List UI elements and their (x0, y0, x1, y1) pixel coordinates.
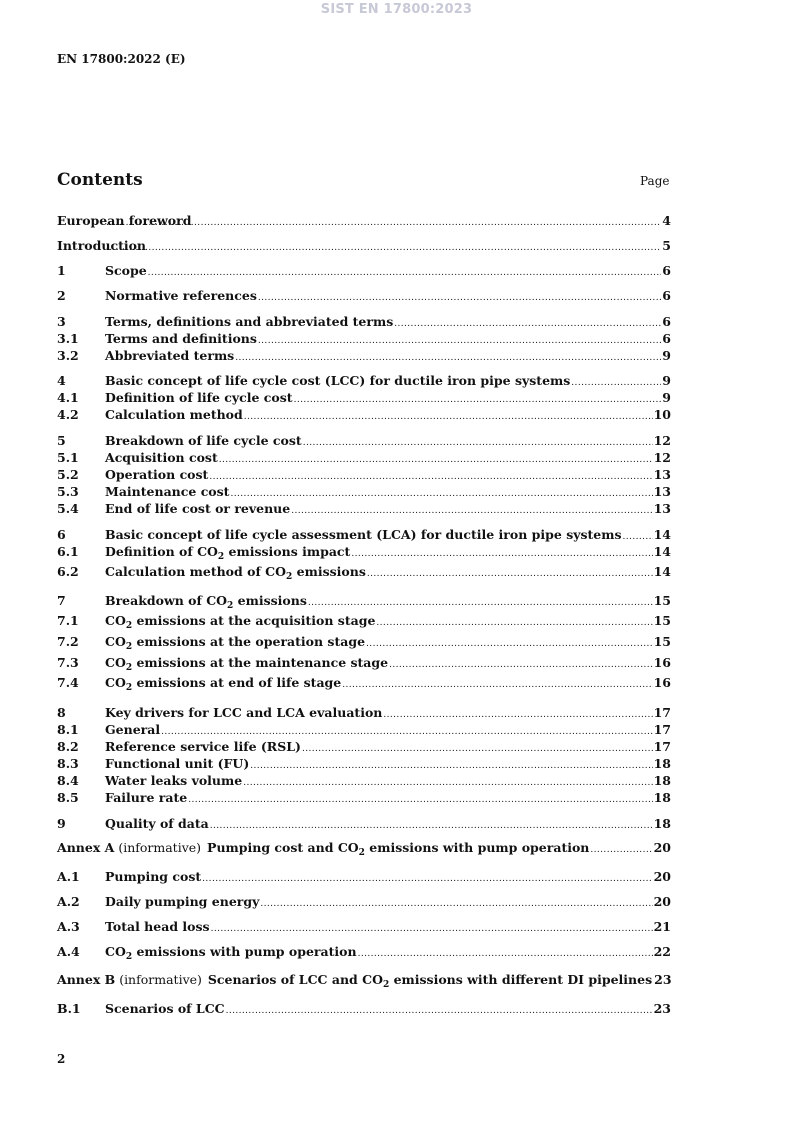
toc-dot-leader (211, 924, 653, 934)
toc-dot-leader (302, 744, 653, 754)
toc-entry[interactable] (57, 790, 671, 807)
toc-dot-leader (389, 660, 652, 670)
toc-page-number: 17 (653, 739, 671, 754)
toc-title-subscript: 2 (227, 601, 234, 611)
toc-entry[interactable] (57, 213, 671, 230)
toc-page-number: 12 (653, 433, 671, 448)
toc-entry-title: General (105, 722, 161, 737)
toc-entry-number: 8.4 (57, 773, 79, 788)
toc-entry-title (105, 655, 389, 673)
toc-title-text: CO (105, 613, 126, 628)
toc-title-text: emissions (292, 564, 366, 579)
toc-page-number: 14 (653, 527, 671, 542)
toc-page-number: 12 (653, 450, 671, 465)
toc-dot-leader (383, 710, 652, 720)
toc-dot-leader (291, 506, 652, 516)
toc-entry-title: Key drivers for LCC and LCA evaluation (105, 705, 383, 720)
toc-title-subscript: 2 (286, 572, 293, 582)
toc-dot-leader (202, 874, 652, 884)
toc-page-number: 5 (662, 238, 671, 253)
toc-entry-number: 4.1 (57, 390, 79, 405)
toc-entry-title: Quality of data (105, 816, 209, 831)
toc-entry[interactable] (57, 722, 671, 739)
toc-entry-number: 5.4 (57, 501, 79, 516)
toc-entry-number: European foreword (57, 213, 192, 228)
toc-entry-number: 9 (57, 816, 66, 831)
toc-dot-leader (366, 639, 653, 649)
toc-page-number: 9 (662, 373, 671, 388)
toc-entry-number: 7.1 (57, 613, 79, 628)
toc-entry-number: 1 (57, 263, 66, 278)
toc-title-subscript: 2 (125, 663, 133, 673)
toc-entry-title: Scenarios of LCC (105, 1001, 225, 1016)
toc-entry-title: Definition of life cycle cost (105, 390, 293, 405)
toc-entry[interactable] (57, 894, 671, 911)
toc-page-number: 20 (653, 869, 671, 884)
toc-entry[interactable] (57, 314, 671, 331)
toc-entry[interactable] (57, 450, 671, 467)
toc-dot-leader (623, 532, 653, 542)
toc-title-text: emissions with pump operation (132, 944, 357, 959)
toc-entry[interactable] (57, 869, 671, 886)
toc-page-number: 6 (662, 331, 671, 346)
toc-entry-number: 5.3 (57, 484, 79, 499)
toc-page-number: 17 (653, 705, 671, 720)
toc-entry-title (207, 840, 590, 858)
toc-page-number: 4 (662, 213, 671, 228)
toc-page-number: 6 (662, 314, 671, 329)
toc-entry-title: Scope (105, 263, 147, 278)
toc-entry-title: Total head loss (105, 919, 210, 934)
toc-annex-entry[interactable] (57, 840, 671, 857)
toc-dot-leader (308, 598, 653, 608)
toc-annex-label: Annex A (57, 840, 115, 855)
toc-entry-number: 3.1 (57, 331, 79, 346)
toc-entry-title: Acquisition cost (105, 450, 218, 465)
toc-entry[interactable] (57, 527, 671, 544)
footer-page-number: 2 (57, 1052, 66, 1066)
toc-title-subscript: 2 (217, 552, 225, 562)
toc-dot-leader (571, 378, 661, 388)
toc-title-text: emissions with different DI pipelines (389, 972, 653, 987)
toc-entry-title: Terms, definitions and abbreviated terms (105, 314, 394, 329)
toc-page-number: 14 (653, 544, 671, 559)
toc-entry[interactable] (57, 467, 671, 484)
watermark: SIST EN 17800:2023 (320, 2, 473, 17)
toc-dot-leader (219, 455, 653, 465)
toc-page-number: 23 (654, 972, 672, 987)
contents-title: Contents (57, 170, 143, 190)
page-column-label: Page (640, 174, 670, 188)
toc-entry-number: A.1 (57, 869, 80, 884)
toc-entry-title: Breakdown of life cycle cost (105, 433, 302, 448)
toc-entry[interactable] (57, 1001, 671, 1018)
toc-title-text: CO (105, 655, 126, 670)
toc-entry[interactable] (57, 705, 671, 722)
toc-entry-title (105, 564, 366, 582)
toc-dot-leader (209, 472, 652, 482)
toc-annex-entry[interactable] (57, 972, 671, 989)
toc-entry-title: Basic concept of life cycle assessment (LCA) for ductile iron pipe systems (105, 527, 622, 542)
toc-entry-title (105, 593, 307, 611)
toc-dot-leader (351, 549, 652, 559)
toc-entry-title (207, 972, 653, 990)
toc-entry-title (105, 675, 342, 693)
toc-dot-leader (294, 395, 662, 405)
toc-entry-title: Calculation method (105, 407, 243, 422)
toc-entry-number: 5.1 (57, 450, 79, 465)
toc-entry[interactable] (57, 407, 671, 424)
toc-page-number: 18 (653, 790, 671, 805)
toc-entry-number: 2 (57, 288, 66, 303)
toc-entry-title: End of life cost or revenue (105, 501, 291, 516)
toc-title-subscript: 2 (382, 980, 390, 990)
toc-title-text: emissions at the acquisition stage (132, 613, 376, 628)
toc-title-text: emissions at the maintenance stage (132, 655, 389, 670)
toc-title-text: CO (105, 634, 126, 649)
toc-page-number: 20 (653, 840, 671, 855)
toc-page-number: 9 (662, 390, 671, 405)
toc-entry-number: Introduction (57, 238, 147, 253)
toc-title-subscript: 2 (358, 848, 365, 858)
toc-title-subscript: 2 (125, 952, 133, 962)
toc-annex-note: (informative) (118, 840, 202, 855)
toc-dot-leader (210, 821, 653, 831)
toc-title-text: Breakdown of CO (105, 593, 228, 608)
toc-entry-title: Reference service life (RSL) (105, 739, 301, 754)
toc-entry[interactable] (57, 816, 671, 833)
toc-entry[interactable] (57, 331, 671, 348)
toc-page-number: 6 (662, 263, 671, 278)
toc-page-number: 13 (653, 467, 671, 482)
toc-dot-leader (188, 795, 652, 805)
toc-entry-title: Water leaks volume (105, 773, 243, 788)
toc-dot-leader (260, 899, 652, 909)
toc-entry[interactable] (57, 484, 671, 501)
toc-dot-leader (367, 569, 653, 579)
toc-entry-number: 6 (57, 527, 66, 542)
toc-entry-number: 6.2 (57, 564, 79, 579)
toc-entry-title: Abbreviated terms (105, 348, 235, 363)
toc-entry[interactable] (57, 675, 671, 692)
toc-entry-title: Pumping cost (105, 869, 202, 884)
toc-entry[interactable] (57, 501, 671, 518)
toc-entry-number: 5.2 (57, 467, 79, 482)
toc-title-subscript: 2 (125, 621, 133, 631)
toc-dot-leader (106, 243, 661, 253)
toc-title-text: emissions at the operation stage (132, 634, 366, 649)
toc-entry[interactable] (57, 564, 671, 581)
toc-entry-title (105, 544, 351, 562)
toc-page-number: 15 (653, 593, 671, 608)
toc-entry-number: 7.4 (57, 675, 79, 690)
toc-page-number: 23 (653, 1001, 671, 1016)
toc-title-text: Calculation method of CO (105, 564, 287, 579)
toc-entry-number: 7 (57, 593, 66, 608)
toc-dot-leader (303, 438, 653, 448)
toc-dot-leader (148, 268, 662, 278)
toc-dot-leader (258, 293, 661, 303)
toc-entry-title: Basic concept of life cycle cost (LCC) for ductile iron pipe systems (105, 373, 571, 388)
toc-dot-leader (250, 761, 652, 771)
toc-entry-number: 4 (57, 373, 66, 388)
toc-page-number: 13 (653, 484, 671, 499)
toc-page-number: 13 (653, 501, 671, 516)
toc-entry[interactable] (57, 634, 671, 651)
toc-entry-number: A.4 (57, 944, 80, 959)
toc-entry-number: 8.3 (57, 756, 79, 771)
toc-title-text: emissions impact (224, 544, 351, 559)
toc-page-number: 15 (653, 613, 671, 628)
toc-dot-leader (230, 489, 652, 499)
toc-dot-leader (258, 336, 661, 346)
toc-page-number: 9 (662, 348, 671, 363)
toc-title-text: CO (105, 675, 126, 690)
toc-title-text: CO (105, 944, 126, 959)
toc-entry[interactable] (57, 390, 671, 407)
toc-entry-title: Terms and definitions (105, 331, 257, 346)
toc-dot-leader (376, 618, 652, 628)
toc-entry-title: Failure rate (105, 790, 188, 805)
toc-entry[interactable] (57, 655, 671, 672)
toc-entry[interactable] (57, 238, 671, 255)
toc-dot-leader (394, 319, 661, 329)
toc-entry-number: 3 (57, 314, 66, 329)
toc-page-number: 17 (653, 722, 671, 737)
toc-dot-leader (161, 727, 652, 737)
toc-entry[interactable] (57, 373, 671, 390)
toc-page-number: 16 (653, 655, 671, 670)
toc-entry-number: 8 (57, 705, 66, 720)
toc-entry-title: Functional unit (FU) (105, 756, 250, 771)
toc-title-text: emissions (233, 593, 307, 608)
toc-page-number: 21 (653, 919, 671, 934)
toc-dot-leader (226, 1006, 653, 1016)
toc-entry-number: 4.2 (57, 407, 79, 422)
toc-page-number: 10 (653, 407, 671, 422)
toc-entry-number: 7.2 (57, 634, 79, 649)
toc-entry[interactable] (57, 756, 671, 773)
toc-entry[interactable] (57, 593, 671, 610)
toc-entry[interactable] (57, 544, 671, 561)
toc-entry[interactable] (57, 433, 671, 450)
toc-entry[interactable] (57, 739, 671, 756)
toc-entry-title: Operation cost (105, 467, 209, 482)
toc-title-subscript: 2 (125, 683, 133, 693)
toc-entry[interactable] (57, 613, 671, 630)
toc-page-number: 18 (653, 773, 671, 788)
toc-entry-number: 3.2 (57, 348, 79, 363)
toc-page-number: 18 (653, 816, 671, 831)
toc-title-text: Definition of CO (105, 544, 218, 559)
toc-entry[interactable] (57, 773, 671, 790)
toc-entry-title: Daily pumping energy (105, 894, 260, 909)
toc-annex-label: Annex B (57, 972, 116, 987)
toc-page-number: 16 (653, 675, 671, 690)
toc-title-subscript: 2 (125, 642, 133, 652)
toc-dot-leader (235, 353, 661, 363)
toc-entry-title (105, 944, 357, 962)
toc-page-number: 14 (653, 564, 671, 579)
toc-dot-leader (106, 218, 661, 228)
toc-entry[interactable] (57, 348, 671, 365)
toc-title-text: Scenarios of LCC and CO (207, 972, 383, 987)
toc-entry-title: Maintenance cost (105, 484, 230, 499)
toc-page-number: 6 (662, 288, 671, 303)
toc-dot-leader (342, 680, 652, 690)
toc-annex-note: (informative) (119, 972, 202, 987)
toc-title-text: emissions with pump operation (364, 840, 590, 855)
toc-entry-number: 7.3 (57, 655, 79, 670)
toc-entry-number: 5 (57, 433, 66, 448)
toc-entry-number: B.1 (57, 1001, 81, 1016)
toc-page-number: 18 (653, 756, 671, 771)
toc-entry-number: A.3 (57, 919, 80, 934)
toc-entry-title: Normative references (105, 288, 257, 303)
toc-entry-title (105, 613, 376, 631)
toc-entry-title (105, 634, 366, 652)
toc-page-number: 15 (653, 634, 671, 649)
toc-title-text: emissions at end of life stage (132, 675, 342, 690)
toc-entry[interactable] (57, 944, 671, 961)
toc-entry-number: 6.1 (57, 544, 79, 559)
document-id: EN 17800:2022 (E) (57, 52, 186, 66)
toc-dot-leader (358, 949, 653, 959)
toc-entry[interactable] (57, 919, 671, 936)
toc-dot-leader (590, 845, 652, 855)
toc-entry[interactable] (57, 288, 671, 305)
toc-dot-leader (243, 778, 652, 788)
toc-title-text: Pumping cost and CO (207, 840, 359, 855)
toc-entry-number: 8.2 (57, 739, 79, 754)
toc-entry-number: 8.1 (57, 722, 79, 737)
toc-entry-number: A.2 (57, 894, 80, 909)
toc-entry-number: 8.5 (57, 790, 79, 805)
toc-page-number: 22 (653, 944, 671, 959)
toc-entry[interactable] (57, 263, 671, 280)
toc-dot-leader (244, 412, 653, 422)
toc-page-number: 20 (653, 894, 671, 909)
